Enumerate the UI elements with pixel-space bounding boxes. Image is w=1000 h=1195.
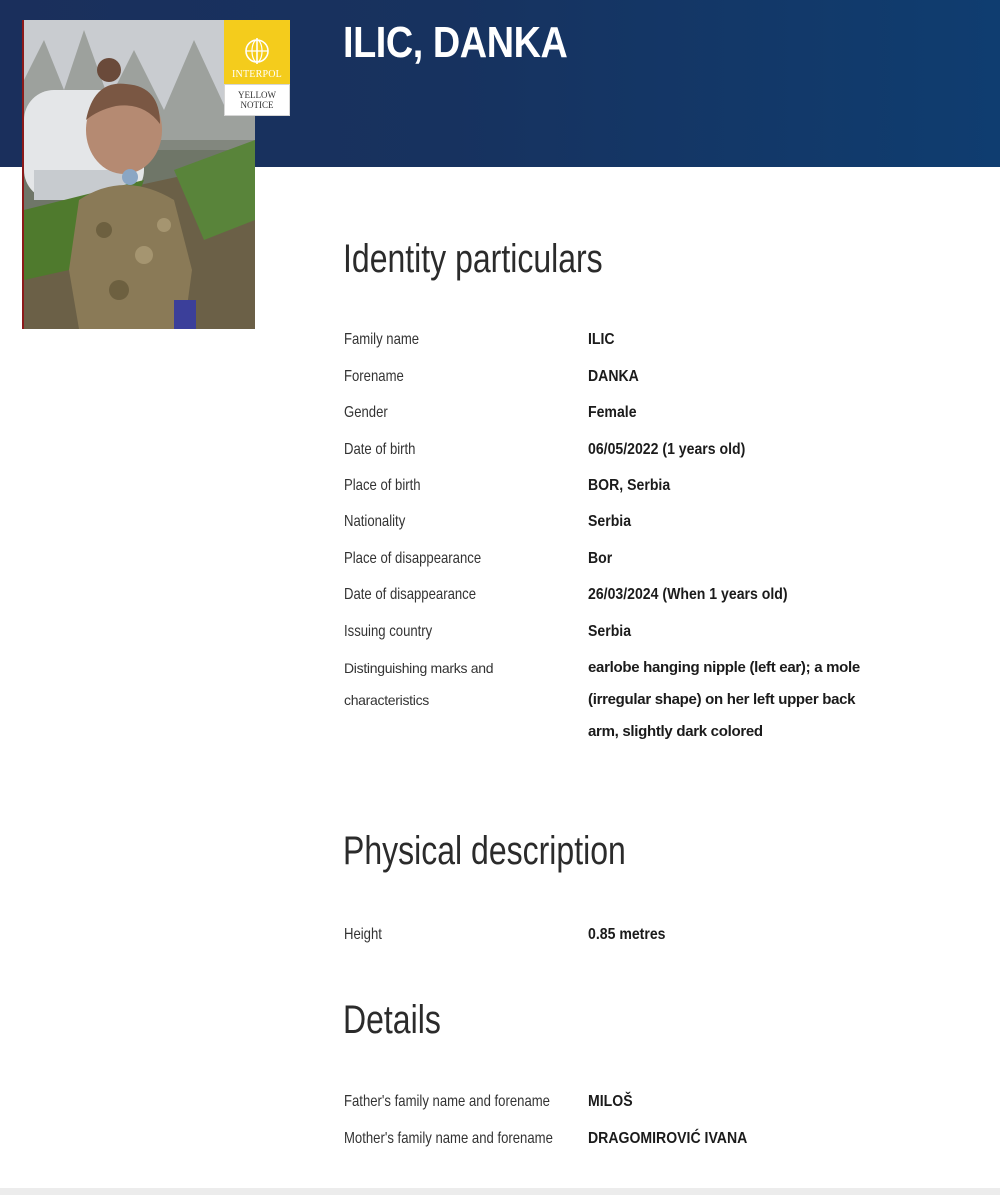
distinguishing-marks-value: earlobe hanging nipple (left ear); a mole (irregular shape) on her left upper back arm, slightly dark colored [588, 659, 860, 740]
badge-notice-type [224, 84, 290, 116]
place-of-disappearance-value: Bor [588, 550, 613, 567]
place-of-birth-label: Place of birth [344, 477, 421, 494]
father-name-label: Father's family name and forename [344, 1093, 550, 1110]
details-title: Details [343, 998, 441, 1042]
gender-label: Gender [344, 404, 388, 421]
globe-emblem-icon [242, 36, 272, 66]
person-name-heading: ILIC, DANKA [343, 18, 568, 67]
height-label: Height [344, 926, 382, 943]
place-of-disappearance-label: Place of disappearance [344, 550, 482, 567]
nationality-value: Serbia [588, 513, 632, 530]
family-name-label: Family name [344, 331, 420, 348]
missing-person-photo [22, 20, 255, 329]
badge-type-line1: YELLOW [238, 90, 276, 100]
identity-particulars-title: Identity particulars [343, 237, 603, 281]
forename-value: DANKA [588, 368, 639, 385]
distinguishing-marks-label: Distinguishing marks and characteristics [344, 660, 494, 708]
date-of-disappearance-value: 26/03/2024 (When 1 years old) [588, 586, 788, 603]
physical-description-title: Physical description [343, 829, 626, 873]
height-value: 0.85 metres [588, 926, 666, 943]
nationality-label: Nationality [344, 513, 406, 530]
family-name-value: ILIC [588, 331, 615, 348]
mother-name-value: DRAGOMIROVIĆ IVANA [588, 1130, 748, 1147]
forename-label: Forename [344, 368, 404, 385]
father-name-value: MILOŠ [588, 1093, 633, 1110]
badge-type-line2: NOTICE [240, 100, 274, 110]
badge-org-label: INTERPOL [232, 69, 282, 80]
mother-name-label: Mother's family name and forename [344, 1130, 553, 1147]
place-of-birth-value: BOR, Serbia [588, 477, 671, 494]
date-of-birth-label: Date of birth [344, 441, 416, 458]
date-of-disappearance-label: Date of disappearance [344, 586, 477, 603]
gender-value: Female [588, 404, 637, 421]
yellow-notice-badge [224, 20, 290, 116]
issuing-country-label: Issuing country [344, 623, 433, 640]
issuing-country-value: Serbia [588, 623, 632, 640]
interpol-logo [224, 20, 290, 84]
bottom-divider [0, 1188, 1000, 1195]
date-of-birth-value: 06/05/2022 (1 years old) [588, 441, 746, 458]
